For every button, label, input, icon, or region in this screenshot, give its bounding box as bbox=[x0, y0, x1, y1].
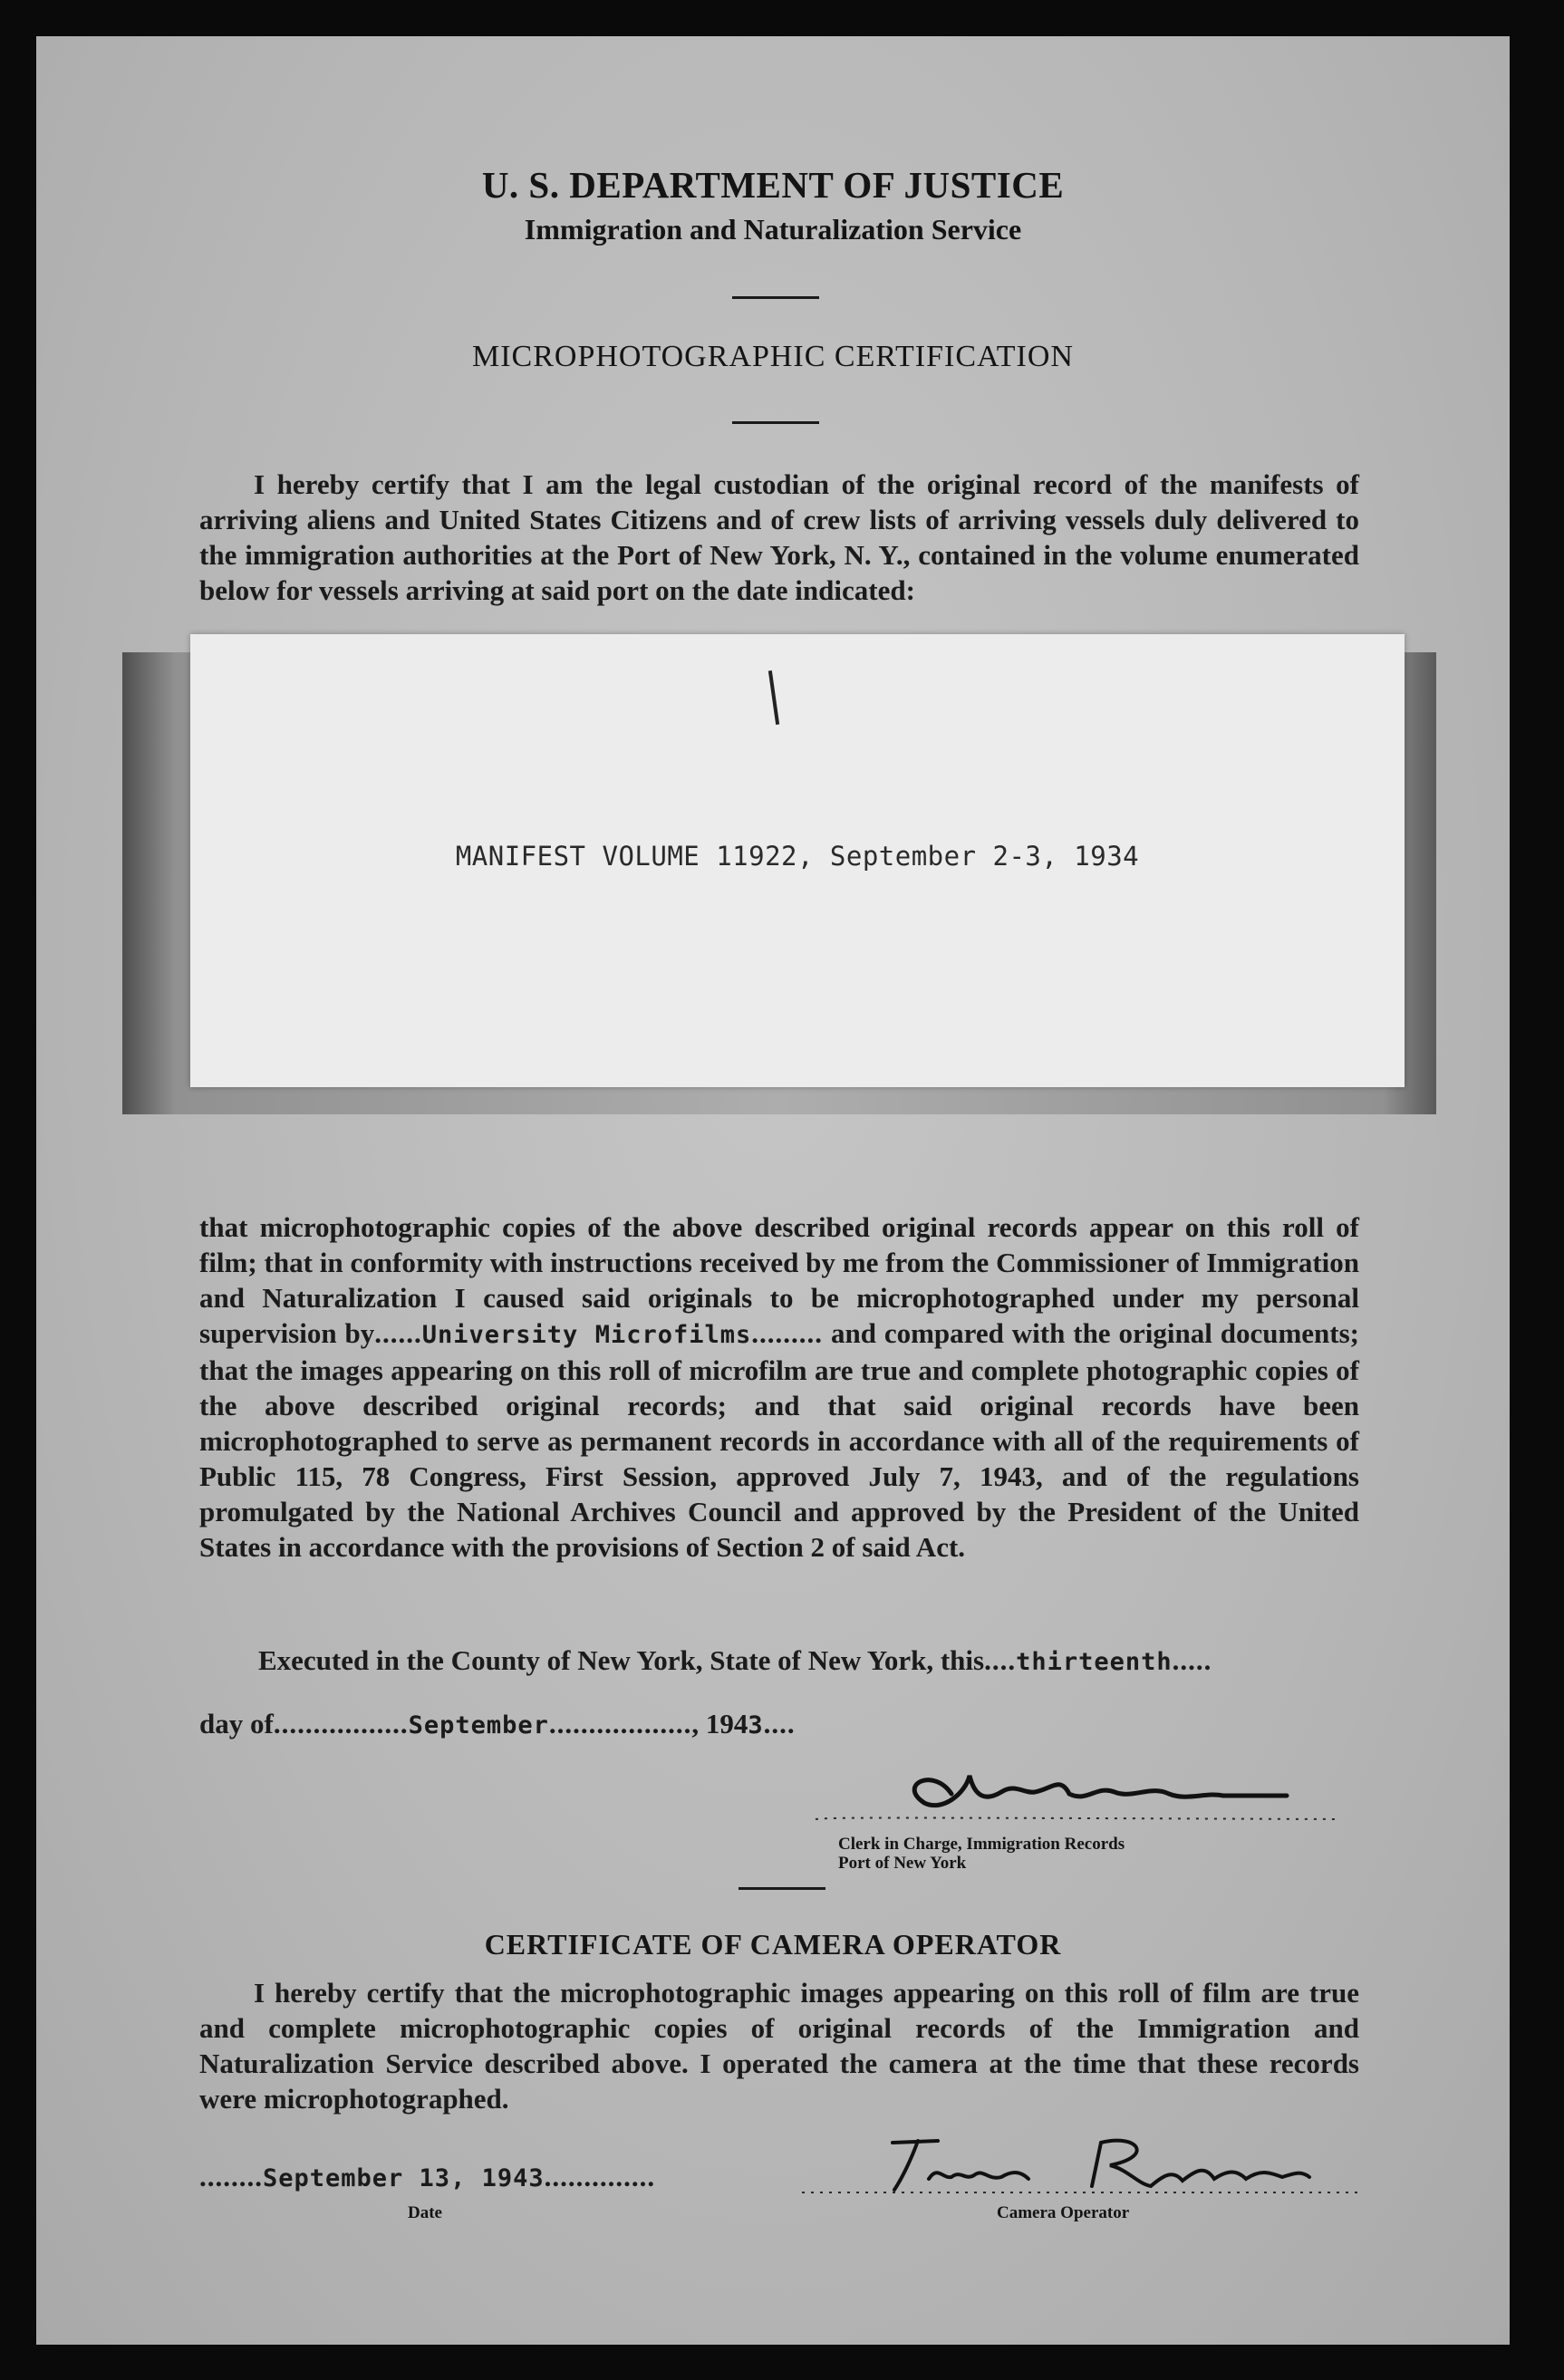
executed-day: thirteenth bbox=[1016, 1648, 1173, 1676]
certificate-sheet bbox=[36, 36, 1510, 2345]
camera-operator-paragraph bbox=[199, 1975, 1359, 2116]
clerk-signature bbox=[797, 1739, 1359, 1839]
manifest-volume-label: MANIFEST VOLUME 11922, September 2-3, 1934 bbox=[455, 841, 1140, 872]
clerk-title: Clerk in Charge, Immigration Records bbox=[838, 1835, 1125, 1854]
operator-date-line: ........September 13, 1943.............. bbox=[199, 2161, 656, 2192]
divider bbox=[732, 296, 819, 299]
year-prefix: , 194 bbox=[691, 1708, 748, 1739]
clerk-port: Port of New York bbox=[838, 1854, 967, 1873]
department-heading: U. S. DEPARTMENT OF JUSTICE bbox=[481, 164, 1065, 206]
supervision-text-continued: and compared with the original documents; that the images appearing on this roll of microfilm are true and complete photographic copies of the above described original records; and that said original records have been microphotographed to serve as permanent records in accordance with all of the requirements of Public 115, 78 Congress, First Session, approved July 7, 1943, and of the regulations promulgated by the National Archives Council and approved by the President of the United States in accordance with the provisions of Section 2 of said Act. bbox=[199, 1317, 1359, 1563]
certification-title: MICROPHOTOGRAPHIC CERTIFICATION bbox=[471, 340, 1074, 373]
custodian-text: I hereby certify that I am the legal custodian of the original record of the manifests of arriving aliens and United States Citizens and of crew lists of arriving vessels duly delivered to the immigration authorities at the Port of New York, N. Y., contained in the volume enumerated below for vessels arriving at said port on the date indicated: bbox=[199, 468, 1359, 606]
executed-month: September bbox=[408, 1711, 549, 1739]
day-of-line: day of.................September.................., 1943.... bbox=[199, 1708, 796, 1739]
camera-operator-text: I hereby certify that the microphotographic images appearing on this roll of film are true and complete microphotographic copies of original records of the Immigration and Naturalization Service described above. I operated the camera at the time that these records were microphotographed. bbox=[199, 1977, 1359, 2115]
supervision-paragraph: that microphotographic copies of the above described original records appear on this roll of film; that in conformity with instructions received by me from the Commissioner of Immigration and Naturalization I caused said originals to be microphotographed under my personal supervision by......University Microfilms......... and compared with the original documents; that the images appearing on this roll of microfilm are true and complete photographic copies of the above described original records; and that said original records have been microphotographed to serve as permanent records in accordance with all of the requirements of Public 115, 78 Congress, First Session, approved July 7, 1943, and of the regulations promulgated by the National Archives Council and approved by the President of the United States in accordance with the provisions of Section 2 of said Act. bbox=[199, 1211, 1359, 1563]
day-of-label: day of bbox=[199, 1708, 274, 1739]
operator-caption: Camera Operator bbox=[997, 2203, 1130, 2222]
photographer-name: University Microfilms bbox=[421, 1321, 752, 1349]
divider bbox=[739, 1887, 825, 1890]
service-subheading: Immigration and Naturalization Service bbox=[524, 213, 1022, 246]
operator-signature bbox=[793, 2125, 1373, 2211]
executed-line: Executed in the County of New York, State of New York, this....thirteenth..... bbox=[258, 1644, 1212, 1676]
date-caption: Date bbox=[408, 2203, 442, 2222]
operator-date: September 13, 1943 bbox=[263, 2164, 545, 2192]
custodian-paragraph bbox=[199, 467, 1359, 608]
clerk-caption bbox=[838, 1835, 1125, 1873]
executed-text: Executed in the County of New York, State of New York, this bbox=[258, 1644, 985, 1676]
supervision-text: that microphotographic copies of the above described original records appear on this roll of film; that in conformity with instructions received by me from the Commissioner of Immigration and Naturalization I caused said originals to be microphotographed under my personal supervision by bbox=[199, 1211, 1359, 1349]
manifest-slip bbox=[190, 634, 1405, 1087]
year-digit: 3 bbox=[748, 1711, 764, 1739]
divider bbox=[732, 421, 819, 424]
camera-operator-title: CERTIFICATE OF CAMERA OPERATOR bbox=[484, 1928, 1062, 1961]
